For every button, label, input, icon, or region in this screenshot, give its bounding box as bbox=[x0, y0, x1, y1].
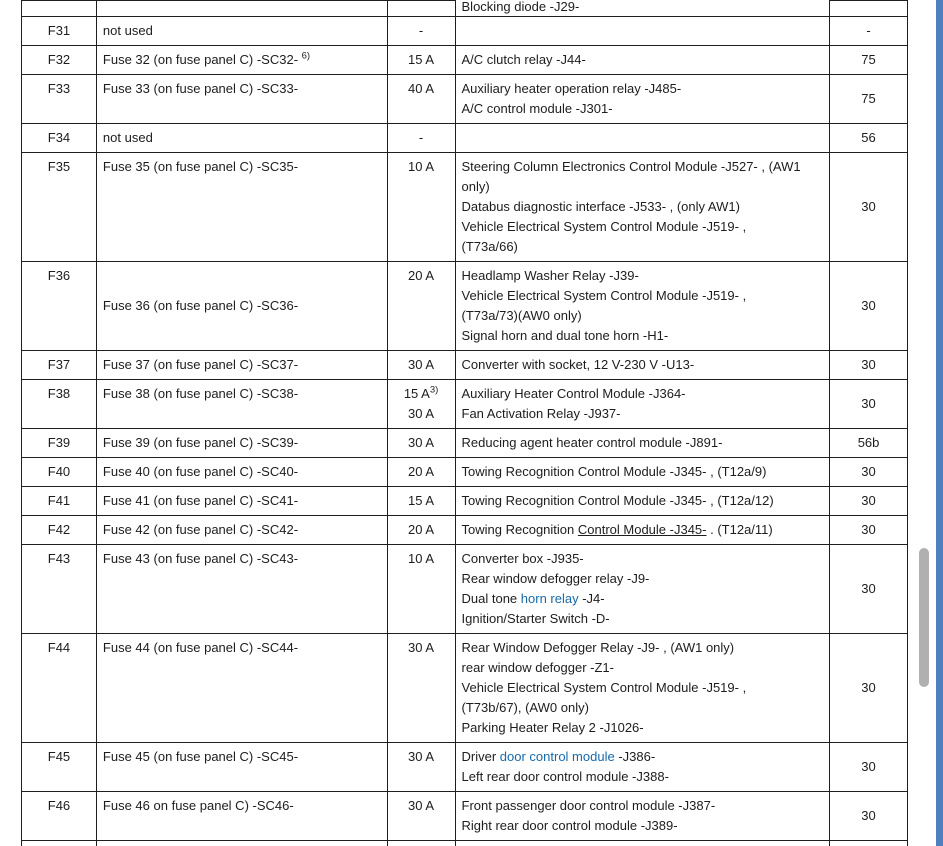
terminal-value: 30 bbox=[861, 680, 876, 695]
table-row bbox=[22, 841, 908, 846]
components-cell bbox=[456, 124, 831, 152]
description-cell bbox=[97, 153, 388, 261]
text-segment: Fan Activation Relay -J937- bbox=[461, 406, 621, 421]
description-cell bbox=[97, 75, 388, 123]
text-segment: 30 A bbox=[408, 798, 435, 813]
text-segment: Vehicle Electrical System Control Module -J519- , bbox=[461, 288, 747, 303]
text-segment: Converter with socket, 12 V-230 V -U13- bbox=[461, 357, 695, 372]
components-cell bbox=[456, 17, 831, 45]
text-segment: Fuse 33 (on fuse panel C) -SC33- bbox=[102, 81, 299, 96]
text-line bbox=[103, 50, 381, 70]
fuse-id-cell bbox=[22, 458, 97, 486]
text-line bbox=[462, 569, 824, 589]
scrollbar-thumb[interactable] bbox=[919, 548, 929, 687]
table-row bbox=[22, 516, 908, 545]
text-line bbox=[462, 0, 824, 16]
text-segment: 10 A bbox=[408, 159, 435, 174]
table-row bbox=[22, 17, 908, 46]
text-line bbox=[390, 404, 453, 424]
terminal-cell bbox=[830, 262, 908, 350]
amperage-cell bbox=[388, 75, 456, 123]
text-segment: Driver bbox=[461, 749, 500, 764]
description-cell bbox=[97, 545, 388, 633]
fuse-id-cell bbox=[22, 380, 97, 428]
fuse-id-cell bbox=[22, 75, 97, 123]
text-line bbox=[103, 491, 381, 511]
terminal-cell bbox=[830, 545, 908, 633]
fuse-id: F41 bbox=[47, 493, 71, 508]
fuse-id: F32 bbox=[47, 52, 71, 67]
text-line bbox=[462, 237, 824, 257]
text-segment: 20 A bbox=[408, 522, 435, 537]
fuse-id-cell bbox=[22, 487, 97, 515]
components-cell bbox=[456, 743, 831, 791]
terminal-cell bbox=[830, 124, 908, 152]
components-cell bbox=[456, 429, 831, 457]
text-line bbox=[462, 177, 824, 197]
text-segment: (T73a/66) bbox=[461, 239, 518, 254]
text-segment: 30 A bbox=[408, 640, 435, 655]
components-cell bbox=[456, 792, 831, 840]
text-line bbox=[103, 128, 381, 148]
text-line bbox=[462, 747, 824, 767]
text-segment: . (T12a/11) bbox=[706, 522, 773, 537]
terminal-cell bbox=[830, 0, 908, 16]
text-line bbox=[390, 355, 453, 375]
table-row bbox=[22, 0, 908, 17]
text-segment: Fuse 37 (on fuse panel C) -SC37- bbox=[102, 357, 299, 372]
text-line bbox=[462, 549, 824, 569]
text-line bbox=[103, 79, 381, 99]
text-line bbox=[103, 462, 381, 482]
terminal-cell bbox=[830, 792, 908, 840]
text-line bbox=[462, 50, 824, 70]
text-line bbox=[390, 638, 453, 658]
amperage-cell bbox=[388, 487, 456, 515]
terminal-value: 56 bbox=[861, 130, 876, 145]
fuse-id: F36 bbox=[47, 268, 71, 283]
text-segment: 20 A bbox=[408, 464, 435, 479]
text-segment: Fuse 46 on fuse panel C) -SC46- bbox=[102, 798, 294, 813]
text-segment: -J4- bbox=[578, 591, 605, 606]
fuse-id: F34 bbox=[47, 130, 71, 145]
text-segment: Fuse 44 (on fuse panel C) -SC44- bbox=[102, 640, 299, 655]
component-link[interactable]: door control module bbox=[499, 749, 615, 764]
fuse-id: F31 bbox=[47, 23, 71, 38]
amperage-cell bbox=[388, 17, 456, 45]
table-row bbox=[22, 487, 908, 516]
components-cell bbox=[456, 0, 831, 16]
text-segment: Headlamp Washer Relay -J39- bbox=[461, 268, 639, 283]
text-line bbox=[103, 384, 381, 404]
terminal-value: 56b bbox=[857, 435, 880, 450]
fuse-id: F33 bbox=[47, 81, 71, 96]
table-row bbox=[22, 380, 908, 429]
text-line bbox=[462, 816, 824, 836]
terminal-value: 75 bbox=[861, 52, 876, 67]
text-segment: rear window defogger -Z1- bbox=[461, 660, 614, 675]
terminal-cell bbox=[830, 17, 908, 45]
text-line bbox=[390, 491, 453, 511]
terminal-cell bbox=[830, 380, 908, 428]
superscript-text: 6) bbox=[301, 50, 311, 62]
description-cell bbox=[97, 743, 388, 791]
text-segment: Ignition/Starter Switch -D- bbox=[461, 611, 610, 626]
text-segment: Steering Column Electronics Control Module -J527- , (AW1 bbox=[461, 159, 801, 174]
text-segment: Left rear door control module -J388- bbox=[461, 769, 669, 784]
fuse-id-cell bbox=[22, 262, 97, 350]
description-cell bbox=[97, 634, 388, 742]
terminal-cell bbox=[830, 429, 908, 457]
terminal-cell bbox=[830, 634, 908, 742]
table-row bbox=[22, 429, 908, 458]
text-segment: (T73a/73)(AW0 only) bbox=[461, 308, 582, 323]
text-line bbox=[462, 520, 824, 540]
description-cell bbox=[97, 841, 388, 846]
text-line bbox=[390, 796, 453, 816]
description-cell bbox=[97, 46, 388, 74]
text-line bbox=[390, 520, 453, 540]
text-line bbox=[462, 718, 824, 738]
terminal-value: 30 bbox=[861, 581, 876, 596]
text-segment: Fuse 45 (on fuse panel C) -SC45- bbox=[102, 749, 299, 764]
terminal-cell bbox=[830, 458, 908, 486]
text-segment: - bbox=[418, 130, 424, 145]
text-line bbox=[390, 50, 453, 70]
text-segment: Converter box -J935- bbox=[461, 551, 584, 566]
text-segment: (T73b/67), (AW0 only) bbox=[461, 700, 589, 715]
components-cell bbox=[456, 46, 831, 74]
description-cell bbox=[97, 487, 388, 515]
fuse-id-cell bbox=[22, 17, 97, 45]
text-line bbox=[462, 355, 824, 375]
text-line bbox=[462, 462, 824, 482]
amperage-cell bbox=[388, 262, 456, 350]
fuse-id-cell bbox=[22, 841, 97, 846]
components-cell bbox=[456, 380, 831, 428]
table-row bbox=[22, 545, 908, 634]
fuse-id-cell bbox=[22, 0, 97, 16]
amperage-cell bbox=[388, 429, 456, 457]
text-segment: 30 A bbox=[408, 749, 435, 764]
text-segment: Parking Heater Relay 2 -J1026- bbox=[461, 720, 644, 735]
amperage-cell bbox=[388, 841, 456, 846]
text-segment: not used bbox=[102, 130, 153, 145]
text-line bbox=[390, 157, 453, 177]
text-line bbox=[103, 747, 381, 767]
component-link[interactable]: horn relay bbox=[520, 591, 579, 606]
amperage-cell bbox=[388, 380, 456, 428]
text-line bbox=[390, 384, 453, 404]
components-cell bbox=[456, 458, 831, 486]
terminal-value: - bbox=[866, 23, 871, 38]
fuse-id-cell bbox=[22, 516, 97, 544]
fuse-id: F46 bbox=[47, 798, 71, 813]
table-row bbox=[22, 792, 908, 841]
text-segment: 20 A bbox=[408, 268, 435, 283]
description-cell bbox=[97, 351, 388, 379]
fuse-id-cell bbox=[22, 153, 97, 261]
description-cell bbox=[97, 124, 388, 152]
text-segment: only) bbox=[461, 179, 490, 194]
text-line bbox=[462, 266, 824, 286]
description-cell bbox=[97, 262, 388, 350]
text-line bbox=[462, 433, 824, 453]
text-line bbox=[462, 698, 824, 718]
fuse-id-cell bbox=[22, 429, 97, 457]
fuse-id-cell bbox=[22, 351, 97, 379]
description-cell bbox=[97, 458, 388, 486]
terminal-value: 75 bbox=[861, 91, 876, 106]
description-cell bbox=[97, 17, 388, 45]
components-cell bbox=[456, 841, 831, 846]
text-segment: Dual tone bbox=[461, 591, 521, 606]
amperage-cell bbox=[388, 351, 456, 379]
text-line bbox=[103, 520, 381, 540]
text-line bbox=[462, 491, 824, 511]
text-line bbox=[462, 217, 824, 237]
terminal-value: 30 bbox=[861, 493, 876, 508]
text-segment: 30 A bbox=[408, 357, 435, 372]
terminal-cell bbox=[830, 46, 908, 74]
fuse-table bbox=[21, 0, 908, 846]
text-line bbox=[103, 638, 381, 658]
text-segment: Fuse 42 (on fuse panel C) -SC42- bbox=[102, 522, 299, 537]
text-segment: Fuse 39 (on fuse panel C) -SC39- bbox=[102, 435, 299, 450]
terminal-cell bbox=[830, 351, 908, 379]
fuse-id: F43 bbox=[47, 551, 71, 566]
text-line bbox=[390, 266, 453, 286]
text-segment: Blocking diode -J29- bbox=[461, 0, 580, 14]
text-segment: -J386- bbox=[614, 749, 656, 764]
amperage-cell bbox=[388, 0, 456, 16]
terminal-cell bbox=[830, 743, 908, 791]
fuse-id-cell bbox=[22, 46, 97, 74]
text-line bbox=[103, 296, 381, 316]
text-line bbox=[462, 197, 824, 217]
fuse-id-cell bbox=[22, 634, 97, 742]
text-segment: Fuse 32 (on fuse panel C) -SC32- bbox=[102, 52, 302, 67]
text-line bbox=[390, 747, 453, 767]
text-line bbox=[462, 658, 824, 678]
text-line bbox=[390, 433, 453, 453]
fuse-id-cell bbox=[22, 545, 97, 633]
description-cell bbox=[97, 0, 388, 16]
text-line bbox=[462, 589, 824, 609]
text-line bbox=[462, 609, 824, 629]
terminal-value: 30 bbox=[861, 464, 876, 479]
fuse-id-cell bbox=[22, 743, 97, 791]
text-segment: 30 A bbox=[408, 406, 435, 421]
text-line bbox=[103, 433, 381, 453]
text-line bbox=[462, 404, 824, 424]
text-line bbox=[462, 678, 824, 698]
text-segment: 15 A bbox=[403, 386, 430, 401]
text-segment: Fuse 38 (on fuse panel C) -SC38- bbox=[102, 386, 299, 401]
text-line bbox=[103, 21, 381, 41]
terminal-value: 30 bbox=[861, 522, 876, 537]
text-line bbox=[390, 549, 453, 569]
text-segment: Databus diagnostic interface -J533- , (only AW1) bbox=[461, 199, 740, 214]
components-cell bbox=[456, 262, 831, 350]
text-segment: Rear window defogger relay -J9- bbox=[461, 571, 650, 586]
amperage-cell bbox=[388, 792, 456, 840]
text-segment: Towing Recognition Control Module -J345- , (T12a/12) bbox=[461, 493, 774, 508]
components-cell bbox=[456, 634, 831, 742]
table-row bbox=[22, 262, 908, 351]
table-row bbox=[22, 351, 908, 380]
text-line bbox=[462, 99, 824, 119]
components-cell bbox=[456, 487, 831, 515]
amperage-cell bbox=[388, 153, 456, 261]
components-cell bbox=[456, 545, 831, 633]
components-cell bbox=[456, 153, 831, 261]
fuse-id-cell bbox=[22, 792, 97, 840]
description-cell bbox=[97, 792, 388, 840]
text-segment: Vehicle Electrical System Control Module -J519- , bbox=[461, 680, 747, 695]
table-row bbox=[22, 75, 908, 124]
text-segment: Fuse 43 (on fuse panel C) -SC43- bbox=[102, 551, 299, 566]
amperage-cell bbox=[388, 458, 456, 486]
fuse-id: F45 bbox=[47, 749, 71, 764]
text-segment: 10 A bbox=[408, 551, 435, 566]
text-line bbox=[103, 549, 381, 569]
text-line bbox=[462, 326, 824, 346]
text-segment: Auxiliary heater operation relay -J485- bbox=[461, 81, 682, 96]
text-segment: Reducing agent heater control module -J891- bbox=[461, 435, 723, 450]
text-segment: - bbox=[418, 23, 424, 38]
text-line bbox=[462, 157, 824, 177]
terminal-value: 30 bbox=[861, 298, 876, 313]
text-segment: Auxiliary Heater Control Module -J364- bbox=[461, 386, 686, 401]
terminal-cell bbox=[830, 153, 908, 261]
text-line bbox=[462, 796, 824, 816]
underlined-text: Control Module -J345- bbox=[577, 522, 707, 537]
text-line bbox=[103, 796, 381, 816]
fuse-id: F42 bbox=[47, 522, 71, 537]
terminal-cell bbox=[830, 516, 908, 544]
text-segment: not used bbox=[102, 23, 153, 38]
text-line bbox=[462, 767, 824, 787]
text-segment: Vehicle Electrical System Control Module -J519- , bbox=[461, 219, 747, 234]
table-row bbox=[22, 743, 908, 792]
description-cell bbox=[97, 380, 388, 428]
text-segment: Fuse 36 (on fuse panel C) -SC36- bbox=[102, 298, 299, 313]
text-segment: 40 A bbox=[408, 81, 435, 96]
text-segment: Fuse 35 (on fuse panel C) -SC35- bbox=[102, 159, 299, 174]
terminal-value: 30 bbox=[861, 396, 876, 411]
table-row bbox=[22, 153, 908, 262]
text-segment: Fuse 41 (on fuse panel C) -SC41- bbox=[102, 493, 299, 508]
text-line bbox=[390, 128, 453, 148]
fuse-id: F37 bbox=[47, 357, 71, 372]
terminal-cell bbox=[830, 487, 908, 515]
text-segment: Front passenger door control module -J387- bbox=[461, 798, 716, 813]
text-segment: Towing Recognition bbox=[461, 522, 578, 537]
terminal-value: 30 bbox=[861, 759, 876, 774]
text-line bbox=[462, 286, 824, 306]
fuse-id: F35 bbox=[47, 159, 71, 174]
amperage-cell bbox=[388, 516, 456, 544]
text-line bbox=[390, 462, 453, 482]
fuse-id: F39 bbox=[47, 435, 71, 450]
components-cell bbox=[456, 75, 831, 123]
description-cell bbox=[97, 516, 388, 544]
text-line bbox=[390, 79, 453, 99]
table-row bbox=[22, 634, 908, 743]
amperage-cell bbox=[388, 124, 456, 152]
text-segment: Right rear door control module -J389- bbox=[461, 818, 678, 833]
table-row bbox=[22, 458, 908, 487]
amperage-cell bbox=[388, 46, 456, 74]
text-line bbox=[103, 157, 381, 177]
text-line bbox=[462, 306, 824, 326]
terminal-value: 30 bbox=[861, 808, 876, 823]
text-line bbox=[390, 21, 453, 41]
superscript-text: 3) bbox=[429, 384, 439, 396]
components-cell bbox=[456, 351, 831, 379]
fuse-id: F40 bbox=[47, 464, 71, 479]
table-row bbox=[22, 124, 908, 153]
fuse-id-cell bbox=[22, 124, 97, 152]
text-line bbox=[462, 79, 824, 99]
table-row bbox=[22, 46, 908, 75]
text-segment: 30 A bbox=[408, 435, 435, 450]
text-line bbox=[462, 638, 824, 658]
text-segment: Signal horn and dual tone horn -H1- bbox=[461, 328, 669, 343]
text-line bbox=[103, 355, 381, 375]
components-cell bbox=[456, 516, 831, 544]
terminal-cell bbox=[830, 75, 908, 123]
fuse-id: F44 bbox=[47, 640, 71, 655]
text-segment: A/C clutch relay -J44- bbox=[461, 52, 586, 67]
amperage-cell bbox=[388, 545, 456, 633]
text-segment: Fuse 40 (on fuse panel C) -SC40- bbox=[102, 464, 299, 479]
fuse-id: F38 bbox=[47, 386, 71, 401]
text-segment: 15 A bbox=[408, 52, 435, 67]
amperage-cell bbox=[388, 743, 456, 791]
text-segment: A/C control module -J301- bbox=[461, 101, 613, 116]
text-line bbox=[462, 384, 824, 404]
text-segment: Towing Recognition Control Module -J345- , (T12a/9) bbox=[461, 464, 767, 479]
text-segment: Rear Window Defogger Relay -J9- , (AW1 only) bbox=[461, 640, 735, 655]
terminal-cell bbox=[830, 841, 908, 846]
amperage-cell bbox=[388, 634, 456, 742]
terminal-value: 30 bbox=[861, 357, 876, 372]
terminal-value: 30 bbox=[861, 199, 876, 214]
text-segment: 15 A bbox=[408, 493, 435, 508]
right-edge-strip bbox=[936, 0, 943, 846]
description-cell bbox=[97, 429, 388, 457]
